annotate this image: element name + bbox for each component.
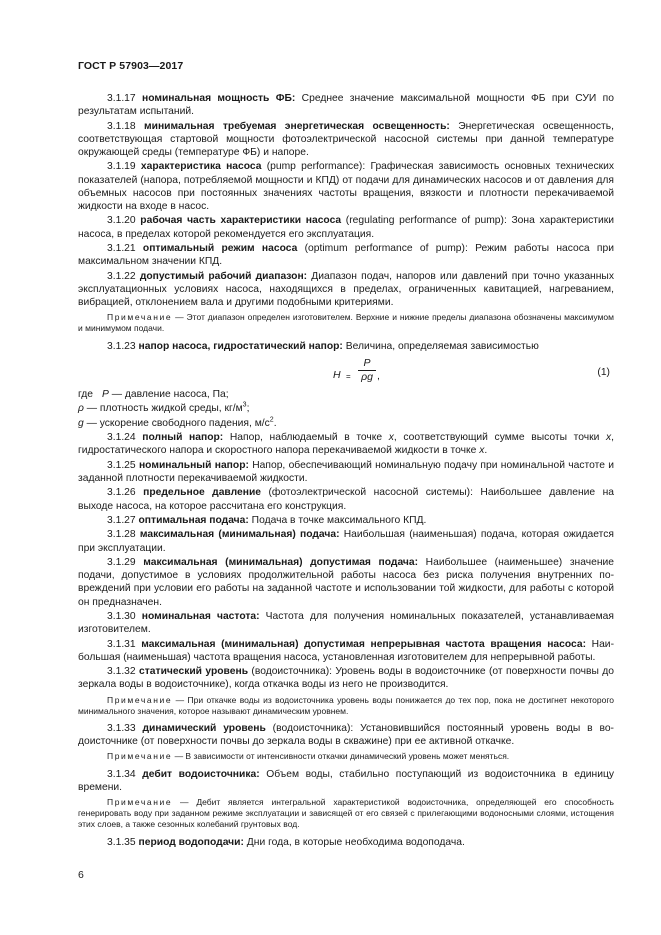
term: напор насоса, гидростатический напор: <box>138 340 343 352</box>
formula-period: , <box>377 369 380 382</box>
term: номинальная мощность ФБ: <box>141 93 296 104</box>
clause-number: 3.1.18 <box>107 120 136 132</box>
definition-text: (фотоэлектрической насосной системы): Наибольшее давление на выходе насоса, на которое рассчитана его конструкция. <box>78 487 614 512</box>
unit-exponent: 3 <box>242 401 247 409</box>
term: оптимальная подача: <box>138 514 249 526</box>
definition-text: Наибольшая (наименьшая) подача, которая ожидается при эксплуатации. <box>78 529 614 554</box>
note-text: — При откачке воды из водоисточника уровень воды понижается до тех пор, пока не достигнет некоторого минимального значения, которое называют динамическим уровнем. <box>78 694 614 716</box>
definition-text: Частота для получения номинальных показателей, устанавливаемая изготовителем. <box>78 610 614 636</box>
definition-3-1-26 <box>78 486 614 512</box>
clause-number: 3.1.32 <box>107 666 136 678</box>
note-text: — Дебит является интегральной характеристикой водоисточника, определяющей его способность генерировать воду при заданном режиме эксплуатации и зависящей от его связей с прилегающими водоносными слоями, истощения этих слоев, а также сезонных колебаний грунтовых вод. <box>78 796 614 830</box>
term: статический уровень <box>139 666 249 678</box>
definition-text: Наибольшее (наименьшее) значение подачи, допустимое в условиях продолжительной работы насоса без риска получения внутренних повреждений при условии его работы на заданной частоте и использовании той жидкости, для работы с которой он предназначен. <box>78 556 614 608</box>
clause-number: 3.1.25 <box>107 459 136 471</box>
symbol: ρ <box>78 403 84 415</box>
note-label: Примечание <box>107 312 173 323</box>
definition-3-1-18 <box>78 120 614 160</box>
clause-number: 3.1.28 <box>107 529 136 541</box>
note-debit <box>78 797 614 831</box>
note-text: — В зависимости от интенсивности откачки динамический уровень может меняться. <box>172 751 510 762</box>
note-text: — Этот диапазон определен изготовителем. Верхние и нижние пределы диапазона обозначены максимумом и минимумом подачи. <box>78 312 614 334</box>
symbol-description: — давление насоса, Па; <box>108 388 229 400</box>
term: минимальная требуемая энергетическая освещенность: <box>144 120 450 132</box>
definition-3-1-27 <box>78 514 614 527</box>
clause-number: 3.1.22 <box>107 270 136 282</box>
definition-3-1-32 <box>78 665 614 691</box>
point-symbol: x <box>388 432 394 444</box>
definition-text: Среднее значение максимальной мощности ФБ при СУИ по результатам испытаний. <box>78 93 614 118</box>
definition-3-1-29 <box>78 556 614 609</box>
standard-header: ГОСТ Р 57903—2017 <box>78 60 184 72</box>
formula-numerator: P <box>358 357 376 371</box>
formula-equals: = <box>346 371 351 381</box>
where-label: где <box>78 388 94 400</box>
definition-3-1-28 <box>78 528 614 554</box>
definition-text: Подача в точке максимального КПД. <box>248 514 427 526</box>
point-symbol: x <box>605 432 612 444</box>
clause-number: 3.1.33 <box>107 722 136 734</box>
clause-number: 3.1.20 <box>107 215 136 227</box>
symbol: g <box>78 417 84 429</box>
definition-3-1-25 <box>78 459 614 485</box>
note-label: Примечание <box>107 694 173 705</box>
clause-number: 3.1.24 <box>107 432 136 444</box>
definition-text: Объем воды, стабильно поступающий из водоисточника в единицу времени. <box>78 768 614 793</box>
definition-3-1-17 <box>78 92 614 118</box>
definition-text: (regulating performance of pump): Зона характеристики насоса, в пределах которой рекомендуется его эксплуатация. <box>78 215 614 240</box>
page-number: 6 <box>78 869 84 881</box>
term: оптимальный режим насоса <box>142 242 298 254</box>
symbol-description: — ускорение свободного падения, м/с <box>83 417 270 429</box>
clause-number: 3.1.35 <box>107 836 136 848</box>
definition-text: (водоисточника): Уровень воды в водоисточнике (от поверхности почвы до зеркала воды в водоисточнике), когда откачка воды из него не производится. <box>78 666 614 691</box>
definition-text: (pump performance): Графическая зависимость основных технических показателей (напора, потребляемой мощности и КПД) от подачи для динамических насосов и от давления для объемных насосов при постоянных значениях частоты вращения, вязкости и плотности перекачиваемой жидкости на входе в насос. <box>78 161 614 212</box>
symbol-description: — плотность жидкой среды, кг/м <box>83 403 243 415</box>
definition-text: Напор, наблюдаемый в точке <box>223 432 389 444</box>
definition-text: , гидростатического напора и скоростного напора перекачиваемой жидкости в точке <box>78 432 615 457</box>
clause-number: 3.1.19 <box>107 161 136 173</box>
definition-text: Диапазон подач, напоров или давлений при точно указанных эксплуатационных условиях насоса, находящихся в пределах, ограниченных кавитацией, нагреванием, вибрацией, отклонением вала и другими подобными критериями. <box>78 270 614 308</box>
punctuation: . <box>484 445 488 457</box>
definition-text: Наибольшая (наименьшая) частота вращения насоса, установленная изготовителем для непрерывной работы. <box>78 638 614 663</box>
clause-number: 3.1.21 <box>107 242 136 254</box>
formula-lhs: H <box>333 368 341 381</box>
term: динамический уровень <box>142 722 266 734</box>
definition-3-1-19 <box>78 160 614 213</box>
definition-3-1-34 <box>78 768 614 794</box>
definition-3-1-21 <box>78 242 614 268</box>
formula-number: (1) <box>597 366 610 378</box>
term: дебит водоисточника: <box>142 768 260 780</box>
definition-text: Величина, определяемая зависимостью <box>342 340 539 352</box>
definition-3-1-23 <box>78 340 614 353</box>
symbol: P <box>102 388 109 400</box>
definition-text: (optimum performance of pump): Режим работы насоса при максимальном значении КПД. <box>78 242 614 268</box>
note-range <box>78 312 614 334</box>
definition-3-1-22 <box>78 270 614 310</box>
definition-3-1-31 <box>78 638 614 664</box>
formula-1 <box>78 354 614 388</box>
clause-number: 3.1.26 <box>107 487 136 499</box>
definition-text: Энергетическая освещенность, соответствующая стартовой мощности фотоэлектрической насосной системы при данной температуре окружающей среды (температуре ФБ) и напоре. <box>78 120 614 158</box>
document-body <box>78 92 614 850</box>
where-line-3 <box>78 417 614 430</box>
clause-number: 3.1.17 <box>107 93 136 104</box>
formula-denominator: ρg <box>361 370 373 383</box>
note-dynamic-level <box>78 695 614 717</box>
term: допустимый рабочий диапазон: <box>139 270 308 282</box>
clause-number: 3.1.29 <box>107 556 136 568</box>
clause-number: 3.1.34 <box>107 768 136 780</box>
term: номинальная частота: <box>141 610 260 622</box>
term: характеристика насоса <box>140 161 262 173</box>
clause-number: 3.1.23 <box>107 340 136 352</box>
note-label: Примечание <box>107 751 173 762</box>
where-line-2 <box>78 402 614 415</box>
where-line-1 <box>78 388 614 401</box>
term: рабочая часть характеристики насоса <box>140 215 342 227</box>
clause-number: 3.1.30 <box>107 610 136 622</box>
term: максимальная (минимальная) допустимая непрерывная частота вращения насоса: <box>141 638 587 650</box>
definition-text: Напор, обеспечивающий номинальную подачу при номинальной частоте и заданной плотности перекачиваемой жидкости. <box>78 459 614 484</box>
definition-3-1-33 <box>78 722 614 748</box>
definition-3-1-24 <box>78 431 614 457</box>
point-symbol: x <box>479 445 485 457</box>
term: максимальная (минимальная) допустимая подача: <box>143 556 419 568</box>
term: период водоподачи: <box>138 836 244 848</box>
definition-3-1-30 <box>78 610 614 636</box>
term: предельное давление <box>143 487 262 499</box>
unit-exponent: 2 <box>269 416 274 424</box>
punctuation: ; <box>246 403 250 415</box>
definition-3-1-20 <box>78 214 614 240</box>
definition-text: , соответствующий сумме высоты точки <box>393 432 606 444</box>
term: максимальная (минимальная) подача: <box>139 529 340 541</box>
definition-text: Дни года, в которые необходима водоподача. <box>243 836 465 848</box>
definition-text: (водоисточника): Установившийся постоянный уровень воды в водоисточнике (от поверхности почвы до зеркала воды в скважине) при ее активной откачке. <box>78 722 614 748</box>
term: номинальный напор: <box>138 459 249 471</box>
note-label: Примечание <box>107 796 173 807</box>
punctuation: . <box>273 417 277 429</box>
clause-number: 3.1.27 <box>107 514 136 526</box>
clause-number: 3.1.31 <box>107 638 136 650</box>
note-pumping-intensity <box>78 751 614 762</box>
definition-3-1-35 <box>78 836 614 849</box>
formula-fraction <box>358 357 376 384</box>
term: полный напор: <box>142 432 224 444</box>
